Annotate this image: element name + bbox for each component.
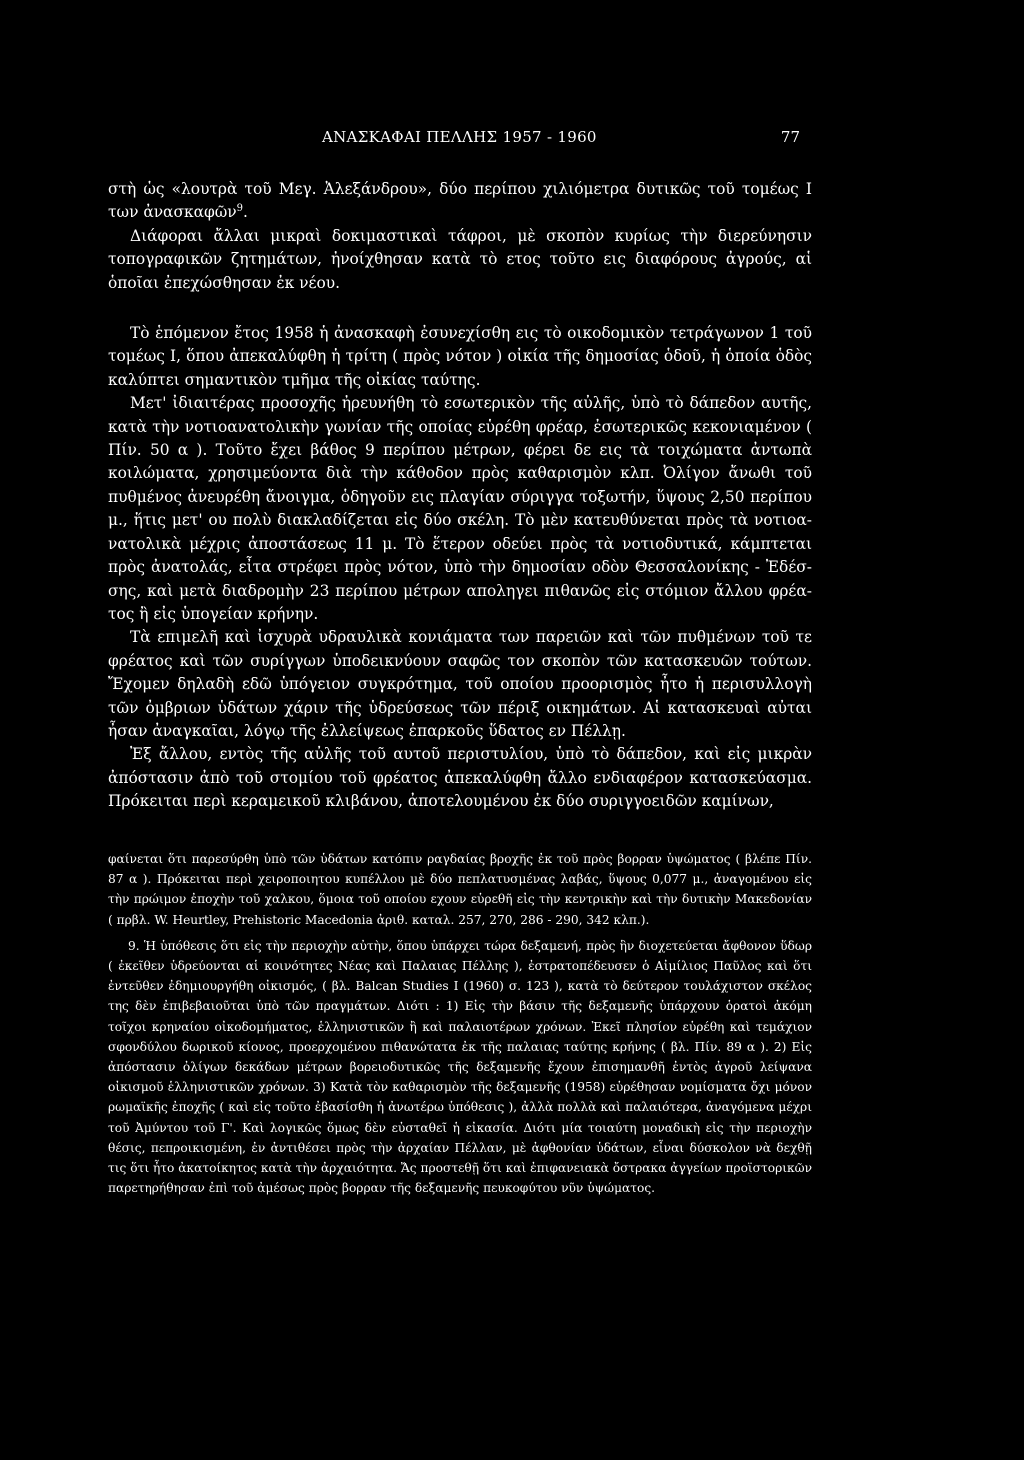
footnotes bbox=[108, 849, 812, 1198]
paragraph-4: Μετ' ἰδιαιτέρας προσοχῆς ἠρευνήθη τὸ εσωτερικὸν τῆς αὐλῆς, ὑπὸ τὸ δάπεδον αυτῆς, κατὰ τὴν νοτιοανατολικὴν γωνίαν τῆς οποίας εὑρέθη φρέαρ, ἐσωτερικῶς κεκονιαμένον ( Πίν. 50 α ). Τοῦτο ἔχει βάθος 9 περίπου μέτρων, φέρει δε εις τὰ τοιχώματα ἀντωπὰ κοιλώματα, χρησιμεύοντα διὰ τὴν κάθοδον πρὸς καθαρισμὸν κλπ. Ὀλίγον ἄνωθι τοῦ πυθμένος ἀνευρέθη ἄνοιγμα, ὁδηγοῦν εις πλαγίαν σύριγγα τοξωτήν, ὕψους 2,50 περίπου μ., ἥτις μετ' ου πολὺ διακλαδίζεται εἰς δύο σκέλη. Τὸ μὲν κατευθύνεται πρὸς τὰ νοτιοανατολικὰ μέχρις ἀποστάσεως 11 μ. Τὸ ἕτερον οδεύει πρὸς τὰ νοτιοδυτικά, κάμπτεται πρὸς ἀνατολάς, εἶτα στρέφει πρὸς νότον, ὑπὸ τὴν δημοσίαν οδὸν Θεσσαλονίκης - Ἐδέσσης, καὶ μετὰ διαδρομὴν 23 περίπου μέτρων αποληγει πιθανῶς εἰς στόμιον ἄλλου φρέατος ἢ εἰς ὑπογείαν κρήνην. bbox=[108, 394, 812, 623]
paragraph-1 bbox=[108, 178, 812, 225]
paragraph-6: Ἐξ ἄλλου, εντὸς τῆς αὐλῆς τοῦ αυτοῦ περιστυλίου, ὑπὸ τὸ δάπεδον, καὶ εἰς μικρὰν ἀπόστασιν ἀπὸ τοῦ στομίου τοῦ φρέατος ἀπεκαλύφθη ἄλλο ενδιαφέρον κατασκεύασμα. Πρόκειται περὶ κεραμεικοῦ κλιβάνου, ἀποτελουμένου ἐκ δύο συριγγοειδῶν καμίνων, bbox=[108, 745, 812, 811]
footnote-9: 9. Ἡ ὑπόθεσις ὅτι εἰς τὴν περιοχὴν αὐτὴν, ὅπου ὑπάρχει τώρα δεξαμενή, πρὸς ἣν διοχετεύεται ἄφθονον ὕδωρ ( ἐκεῖθεν ὑδρεύονται αἱ κοινότητες Νέας καὶ Παλαιας Πέλλης ), ἐστρατοπέδευσεν ὁ Αἰμίλιος Παῦλος καὶ ὅτι ἐντεῦθεν ἐδημιουργήθη οἰκισμός, ( βλ. Balcan Studies I (1960) σ. 123 ), κατὰ τὸ δεύτερον τουλάχιστον σκέλος της δὲν ἐπιβεβαιοῦται ὑπὸ τῶν πραγμάτων. Διότι : 1) Εἰς τὴν βάσιν τῆς δεξαμενῆς ὑπάρχουν ὁρατοὶ ἀκόμη τοῖχοι κρηναίου οἰκοδομήματος, ἑλληνιστικῶν ἢ καὶ παλαιοτέρων χρόνων. Ἐκεῖ πλησίον εὑρέθη καὶ τεμάχιον σφονδύλου δωρικοῦ κίονος, προερχομένου πιθανώτατα ἐκ τῆς παλαιας ταύτης κρήνης ( βλ. Πίν. 89 α ). 2) Εἰς ἀπόστασιν ὀλίγων δεκάδων μέτρων βορειοδυτικῶς τῆς δεξαμενῆς ἔχουν ἐπισημανθῆ ἐντὸς ἀγροῦ λείψανα οἰκισμοῦ ἑλληνιστικῶν χρόνων. 3) Κατὰ τὸν καθαρισμὸν τῆς δεξαμενῆς (1958) εὑρέθησαν νομίσματα ὄχι μόνον ρωμαϊκῆς ἐποχῆς ( καὶ εἰς τοῦτο ἐβασίσθη ἡ ἀνωτέρω ὑπόθεσις ), ἀλλὰ πολλὰ καὶ παλαιότερα, ἀναγόμενα μέχρι τοῦ Ἀμύντου τοῦ Γ'. Καὶ λογικῶς ὅμως δὲν εὐσταθεῖ ἡ εἰκασία. Διότι μία τοιαύτη μοναδικὴ εἰς τὴν περιοχὴν θέσις, πεπροικισμένη, ἐν ἀντιθέσει πρὸς τὴν ἀρχαίαν Πέλλαν, μὲ ἀφθονίαν ὑδάτων, εἶναι δύσκολον νὰ δεχθῇ τις ὅτι ἦτο ἀκατοίκητος κατὰ τὴν ἀρχαιότητα. Ἄς προστεθῇ ὅτι καὶ ἐπιφανειακὰ ὄστρακα ἀγγείων προϊστορικῶν παρετηρήθησαν ἐπὶ τοῦ ἀμέσως πρὸς βορραν τῆς δεξαμενῆς πευκοφύτου νῦν ὑψώματος. bbox=[108, 938, 812, 1196]
page-number: 77 bbox=[780, 128, 800, 146]
paragraph-1-end: . bbox=[243, 203, 248, 222]
main-text bbox=[108, 178, 812, 814]
paragraph-2: Διάφοραι ἄλλαι μικραὶ δοκιμαστικαὶ τάφροι, μὲ σκοπὸν κυρίως τὴν διερεύνησιν τοπογραφικῶν ζητημάτων, ἠνοίχθησαν κατὰ τὸ ετος τοῦτο εις διαφόρους ἀγρούς, αἱ ὁποῖαι ἐπεχώσθησαν ἐκ νέου. bbox=[108, 226, 812, 292]
paragraph-1-text: στὴ ὡς «λουτρὰ τοῦ Μεγ. Ἀλεξάνδρου», δύο περίπου χιλιόμετρα δυτικῶς τοῦ τομέως Ι των ἀνασκαφῶν bbox=[108, 180, 812, 222]
page-header bbox=[108, 128, 808, 152]
paragraph-5: Τὰ επιμελῆ καὶ ἰσχυρὰ υδραυλικὰ κονιάματα των παρειῶν καὶ τῶν πυθμένων τοῦ τε φρέατος καὶ τῶν συρίγγων ὑποδεικνύουν σαφῶς τον σκοπὸν τῶν κατασκευῶν τούτων. Ἔχομεν δηλαδὴ εδῶ ὑπόγειον συγκρότημα, τοῦ οποίου προορισμὸς ἦτο ἡ περισυλλογὴ τῶν ὀμβριων ὑδάτων χάριν τῆς ὑδρεύσεως τῶν πέριξ οικημάτων. Αἱ κατασκευαὶ αὐται ἦσαν ἀναγκαῖαι, λόγῳ τῆς ἐλλείψεως ἐπαρκοῦς ὕδατος εν Πέλλῃ. bbox=[108, 628, 812, 740]
footnote-ref-9: 9 bbox=[236, 203, 244, 215]
footnote-8-continued: φαίνεται ὅτι παρεσύρθη ὑπὸ τῶν ὑδάτων κατόπιν ραγδαίας βροχῆς ἐκ τοῦ πρὸς βορραν ὑψώματος ( βλέπε Πίν. 87 α ). Πρόκειται περὶ χειροποιητου κυπέλλου μὲ δύο πεπλατυσμένας λαβάς, ὕψους 0,077 μ., ἀναγομένου εἰς τὴν πρώιμον ἐποχὴν τοῦ χαλκου, ὅμοια τοῦ οποίου εχουν εὑρεθῆ εἰς τὴν κεντρικὴν καὶ τὴν δυτικὴν Μακεδονίαν ( πρβλ. W. Heurtley, Prehistoric Macedonia ἀριθ. καταλ. 257, 270, 286 - 290, 342 κλπ.). bbox=[108, 852, 812, 927]
paragraph-3: Τὸ ἑπόμενον ἔτος 1958 ἡ ἀνασκαφὴ ἐσυνεχίσθη εις τὸ οικοδομικὸν τετράγωνον 1 τοῦ τομέως Ι, ὅπου ἀπεκαλύφθη ἡ τρίτη ( πρὸς νότον ) οἰκία τῆς δημοσίας ὁδοῦ, ἡ ὁποία ὁδὸς καλύπτει σημαντικὸν τμῆμα τῆς οἰκίας ταύτης. bbox=[108, 324, 812, 389]
running-title: ΑΝΑΣΚΑΦΑΙ ΠΕΛΛΗΣ 1957 - 1960 bbox=[322, 128, 597, 146]
